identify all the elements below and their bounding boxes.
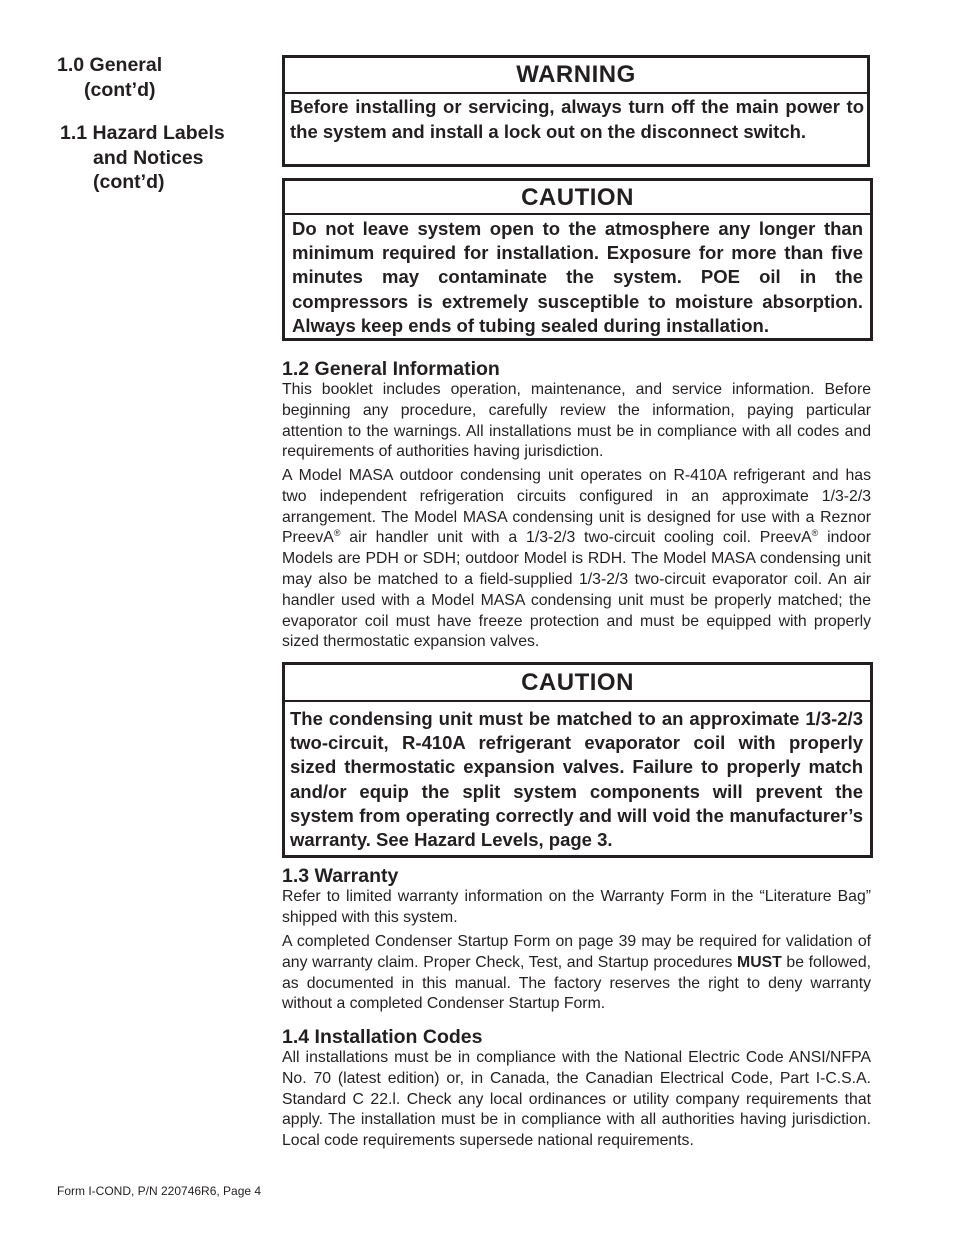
page-footer: Form I-COND, P/N 220746R6, Page 4 [57, 1184, 262, 1198]
warning-box [282, 55, 870, 167]
warning-title: WARNING [285, 58, 867, 94]
caution-box-exposure [282, 178, 873, 341]
general-information-paragraph-1: This booklet includes operation, maintenance, and service information. Before beginning any procedure, carefully review the information, paying particular attention to the warnings. All installations must be in compliance with all codes and requirements of authorities having jurisdiction. [282, 381, 871, 461]
para2-text-a: A Model MASA outdoor condensing unit operates on R-410A refrigerant and has two independent refrigeration circuits configured in an approximate 1/3-2/3 arrangement. The Model MASA condensing unit is designed for use with a Reznor PreevA [282, 467, 871, 547]
general-information-paragraph-2 [282, 466, 871, 653]
must-emphasis: MUST [737, 953, 782, 971]
section-heading-line2: (cont’d) [84, 78, 156, 101]
caution-text: Do not leave system open to the atmosphere any longer than minimum required for installation. Exposure for more than five minutes may contaminate the system. POE oil in the compressors is extremely susceptible to moisture absorption. Always keep ends of tubing sealed during installation. [292, 218, 863, 336]
installation-codes-paragraph: All installations must be in compliance with the National Electric Code ANSI/NFPA No. 70 (latest edition) or, in Canada, the Canadian Electrical Code, Part I-C.S.A. Standard C 22.l. Check any local ordinances or utility company requirements that apply. The installation must be in compliance with all authorities having jurisdiction. Local code requirements supersede national requirements. [282, 1049, 871, 1150]
subsection-heading-hazard-labels [60, 121, 225, 195]
warranty-paragraph-1: Refer to limited warranty information on the Warranty Form in the “Literature Bag” shipped with this system. [282, 888, 871, 926]
registered-mark: ® [811, 528, 819, 539]
section-heading-general [57, 53, 162, 102]
caution-title: CAUTION [285, 181, 870, 215]
warranty-text-a: A completed Condenser Startup Form on page 39 may be required for validation of any warranty claim. Proper Check, Test, and Startup procedures [282, 933, 871, 971]
section-heading-line1: 1.0 General [57, 54, 163, 76]
para2-text-c: indoor Models are PDH or SDH; outdoor Model is RDH. The Model MASA condensing unit may also be matched to a field-supplied 1/3-2/3 two-circuit evaporator coil. An air handler used with a Model MASA condensing unit must be properly matched; the evaporator coil must have freeze protection and must be equipped with properly sized thermostatic expansion valves. [282, 529, 871, 651]
subsection-heading-line1: 1.1 Hazard Labels [60, 122, 225, 144]
subsection-heading-line2: and Notices [93, 146, 204, 169]
registered-mark: ® [333, 528, 341, 539]
section-heading-warranty: 1.3 Warranty [282, 865, 399, 887]
caution-title: CAUTION [285, 665, 870, 702]
subsection-heading-line3: (cont’d) [93, 171, 165, 193]
warranty-text-b: be followed, as documented in this manual. The factory reserves the right to deny warranty without a completed Condenser Startup Form. [282, 953, 871, 1013]
section-heading-installation-codes: 1.4 Installation Codes [282, 1026, 483, 1048]
caution-box-matching [282, 662, 873, 858]
para2-text-b: air handler unit with a 1/3-2/3 two-circuit cooling coil. PreevA [340, 529, 812, 547]
warranty-paragraph-2 [282, 932, 871, 1015]
section-heading-general-information: 1.2 General Information [282, 358, 500, 380]
warning-text: Before installing or servicing, always turn off the main power to the system and install a lock out on the disconnect switch. [290, 96, 864, 142]
caution-text: The condensing unit must be matched to an approximate 1/3-2/3 two-circuit, R-410A refrigerant evaporator coil with properly sized thermostatic expansion valves. Failure to properly match and/or equip the split system components will prevent the system from operating correctly and will void the manufacturer’s warranty. See Hazard Levels, page 3. [290, 708, 863, 851]
